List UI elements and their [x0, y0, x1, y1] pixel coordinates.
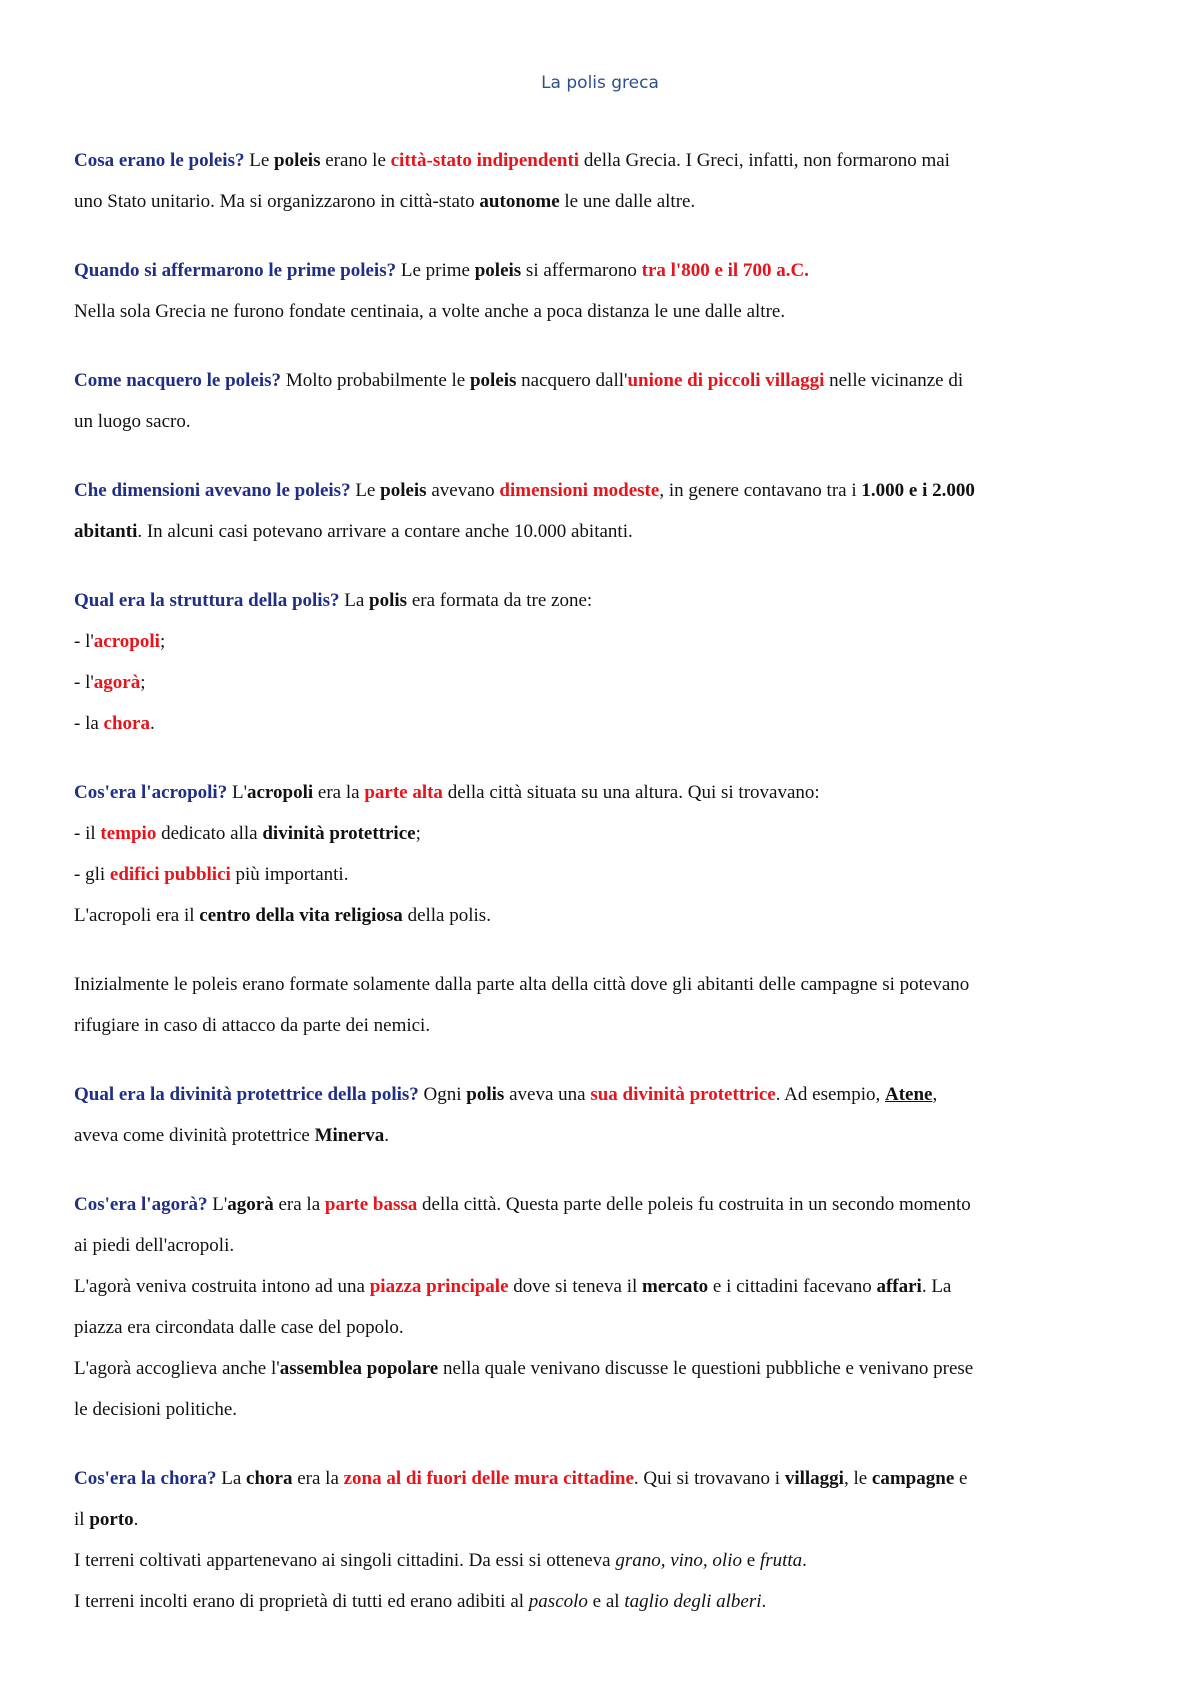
- text-run: ;: [415, 823, 421, 844]
- text-run: Molto probabilmente le: [281, 370, 470, 391]
- text-run: nacquero dall': [516, 370, 628, 391]
- question-heading: Quando si affermarono le prime poleis?: [74, 260, 397, 281]
- text-line: [74, 360, 1134, 401]
- bold-term: abitanti: [74, 521, 138, 542]
- bold-term: polis: [466, 1084, 505, 1105]
- text-run: erano le: [320, 150, 391, 171]
- question-heading: Che dimensioni avevano le poleis?: [74, 480, 351, 501]
- text-line: [74, 1499, 1134, 1540]
- question-heading: Cos'era l'acropoli?: [74, 782, 228, 803]
- text-run: della città. Questa parte delle poleis fu costruita in un secondo momento: [417, 1194, 971, 1215]
- text-run: e: [954, 1468, 968, 1489]
- italic-term: grano, vino, olio: [615, 1550, 742, 1571]
- paragraph: [74, 964, 1134, 1046]
- document-body: [74, 140, 1134, 1650]
- text-run: L': [207, 1194, 228, 1215]
- text-run: L': [227, 782, 247, 803]
- text-run: e al: [587, 1591, 625, 1612]
- text-run: il: [74, 1509, 90, 1530]
- bold-term: villaggi: [784, 1468, 844, 1489]
- bold-term: 1.000 e i 2.000: [861, 480, 975, 501]
- question-heading: Come nacquero le poleis?: [74, 370, 282, 391]
- text-line: [74, 580, 1134, 621]
- text-run: nelle vicinanze di: [824, 370, 964, 391]
- highlighted-term: dimensioni modeste: [499, 480, 660, 501]
- bold-term: campagne: [871, 1468, 955, 1489]
- text-run: I terreni incolti erano di proprietà di tutti ed erano adibiti al: [74, 1591, 529, 1612]
- text-run: della Grecia. I Greci, infatti, non formarono mai: [579, 150, 950, 171]
- text-line: [74, 511, 1134, 552]
- paragraph: [74, 140, 1134, 222]
- text-run: ;: [140, 672, 146, 693]
- text-line: [74, 1266, 1134, 1307]
- text-run: L'acropoli era il: [74, 905, 200, 926]
- text-line: [74, 1348, 1134, 1389]
- paragraph: [74, 250, 1134, 332]
- text-run: era la: [313, 782, 365, 803]
- bold-term: chora: [246, 1468, 293, 1489]
- text-run: ;: [159, 631, 166, 652]
- text-run: era la: [292, 1468, 344, 1489]
- paragraph: [74, 1458, 1134, 1622]
- question-heading: Cos'era l'agorà?: [74, 1194, 208, 1215]
- document-title: La polis greca: [541, 73, 659, 93]
- bold-term: affari: [876, 1276, 922, 1297]
- bold-term: porto: [89, 1509, 134, 1530]
- highlighted-term: edifici pubblici: [109, 864, 231, 885]
- bold-term: mercato: [642, 1276, 709, 1297]
- text-run: - il: [74, 823, 101, 844]
- highlighted-term: parte bassa: [324, 1194, 418, 1215]
- text-run: Le prime: [396, 260, 475, 281]
- text-run: Le: [350, 480, 381, 501]
- text-run: dove si teneva il: [508, 1276, 643, 1297]
- highlighted-term: sua divinità protettrice: [590, 1084, 776, 1105]
- highlighted-term: unione di piccoli villaggi: [627, 370, 825, 391]
- text-run: - l': [74, 631, 94, 652]
- highlighted-term: agorà: [93, 672, 141, 693]
- highlighted-term: acropoli: [93, 631, 160, 652]
- text-run: - la: [74, 713, 104, 734]
- text-run: - gli: [74, 864, 110, 885]
- highlighted-term: tempio: [100, 823, 157, 844]
- text-run: dedicato alla: [156, 823, 263, 844]
- bold-term: poleis: [469, 370, 517, 391]
- text-line: [74, 772, 1134, 813]
- text-run: e: [742, 1550, 760, 1571]
- text-line: [74, 1389, 1134, 1430]
- text-run: piazza era circondata dalle case del popolo.: [74, 1317, 404, 1338]
- text-run: nella quale venivano discusse le questioni pubbliche e venivano prese: [438, 1358, 974, 1379]
- italic-term: taglio degli alberi: [624, 1591, 762, 1612]
- text-run: e i cittadini facevano: [708, 1276, 877, 1297]
- bold-term: centro della vita religiosa: [199, 905, 403, 926]
- highlighted-term: parte alta: [364, 782, 443, 803]
- text-line: [74, 703, 1134, 744]
- text-run: si affermarono: [521, 260, 642, 281]
- text-run: , in genere contavano tra i: [659, 480, 862, 501]
- text-line: [74, 621, 1134, 662]
- text-run: ,: [932, 1084, 938, 1105]
- bold-term: Minerva: [314, 1125, 385, 1146]
- text-run: .: [384, 1125, 389, 1146]
- text-line: [74, 291, 1134, 332]
- text-run: I terreni coltivati appartenevano ai singoli cittadini. Da essi si otteneva: [74, 1550, 616, 1571]
- text-run: più importanti.: [230, 864, 349, 885]
- text-run: . Ad esempio,: [775, 1084, 885, 1105]
- text-run: . Qui si trovavano i: [633, 1468, 785, 1489]
- text-line: [74, 181, 1134, 222]
- text-run: .: [149, 713, 155, 734]
- text-line: [74, 662, 1134, 703]
- question-heading: Cosa erano le poleis?: [74, 150, 245, 171]
- text-line: [74, 1115, 1134, 1156]
- text-line: [74, 813, 1134, 854]
- bold-term: assemblea popolare: [279, 1358, 439, 1379]
- highlighted-term: città-stato indipendenti: [390, 150, 580, 171]
- text-line: [74, 964, 1134, 1005]
- text-run: Le: [244, 150, 275, 171]
- text-run: aveva come divinità protettrice: [74, 1125, 315, 1146]
- text-run: aveva una: [504, 1084, 591, 1105]
- text-run: della polis.: [402, 905, 491, 926]
- text-line: [74, 1005, 1134, 1046]
- text-line: [74, 895, 1134, 936]
- text-line: [74, 1307, 1134, 1348]
- text-run: Ogni: [418, 1084, 467, 1105]
- question-heading: Qual era la divinità protettrice della polis?: [74, 1084, 419, 1105]
- text-run: . La: [921, 1276, 952, 1297]
- italic-term: pascolo: [528, 1591, 588, 1612]
- paragraph: [74, 360, 1134, 442]
- paragraph: [74, 580, 1134, 744]
- bold-term: autonome: [479, 191, 560, 212]
- text-line: [74, 140, 1134, 181]
- text-run: rifugiare in caso di attacco da parte dei nemici.: [74, 1015, 431, 1036]
- text-line: [74, 401, 1134, 442]
- text-line: [74, 854, 1134, 895]
- text-run: La: [216, 1468, 247, 1489]
- text-run: La: [339, 590, 370, 611]
- text-line: [74, 470, 1134, 511]
- text-line: [74, 1458, 1134, 1499]
- bold-term: polis: [369, 590, 408, 611]
- highlighted-term: tra l'800 e il 700 a.C.: [641, 260, 809, 281]
- question-heading: Cos'era la chora?: [74, 1468, 217, 1489]
- text-run: L'agorà veniva costruita intono ad una: [74, 1276, 370, 1297]
- text-run: era la: [273, 1194, 325, 1215]
- text-line: [74, 1184, 1134, 1225]
- text-run: .: [761, 1591, 767, 1612]
- text-run: le decisioni politiche.: [74, 1399, 238, 1420]
- paragraph: [74, 1074, 1134, 1156]
- bold-term: poleis: [380, 480, 427, 501]
- text-run: della città situata su una altura. Qui si trovavano:: [442, 782, 820, 803]
- text-run: uno Stato unitario. Ma si organizzarono in città-stato: [74, 191, 480, 212]
- text-run: .: [133, 1509, 139, 1530]
- bold-term: poleis: [474, 260, 522, 281]
- text-run: un luogo sacro.: [74, 411, 191, 432]
- text-line: [74, 250, 1134, 291]
- bold-term: acropoli: [247, 782, 314, 803]
- text-run: avevano: [426, 480, 500, 501]
- text-line: [74, 1540, 1134, 1581]
- bold-term: agorà: [227, 1194, 274, 1215]
- bold-term: Atene: [884, 1084, 933, 1105]
- text-run: , le: [843, 1468, 872, 1489]
- text-line: [74, 1225, 1134, 1266]
- text-line: [74, 1581, 1134, 1622]
- text-line: [74, 1074, 1134, 1115]
- question-heading: Qual era la struttura della polis?: [74, 590, 340, 611]
- text-run: L'agorà accoglieva anche l': [74, 1358, 280, 1379]
- text-run: le une dalle altre.: [559, 191, 696, 212]
- paragraph: [74, 1184, 1134, 1430]
- text-run: Inizialmente le poleis erano formate solamente dalla parte alta della città dove gli abitanti delle campagne si potevano: [74, 974, 970, 995]
- italic-term: frutta: [759, 1550, 803, 1571]
- text-run: era formata da tre zone:: [407, 590, 593, 611]
- highlighted-term: zona al di fuori delle mura cittadine: [343, 1468, 634, 1489]
- highlighted-term: chora: [103, 713, 150, 734]
- bold-term: divinità protettrice: [262, 823, 416, 844]
- paragraph: [74, 470, 1134, 552]
- highlighted-term: piazza principale: [369, 1276, 509, 1297]
- text-run: ai piedi dell'acropoli.: [74, 1235, 235, 1256]
- text-run: . In alcuni casi potevano arrivare a contare anche 10.000 abitanti.: [137, 521, 633, 542]
- text-run: Nella sola Grecia ne furono fondate centinaia, a volte anche a poca distanza le une dalle altre.: [74, 301, 786, 322]
- text-run: - l': [74, 672, 94, 693]
- paragraph: [74, 772, 1134, 936]
- bold-term: poleis: [274, 150, 321, 171]
- text-run: .: [802, 1550, 807, 1571]
